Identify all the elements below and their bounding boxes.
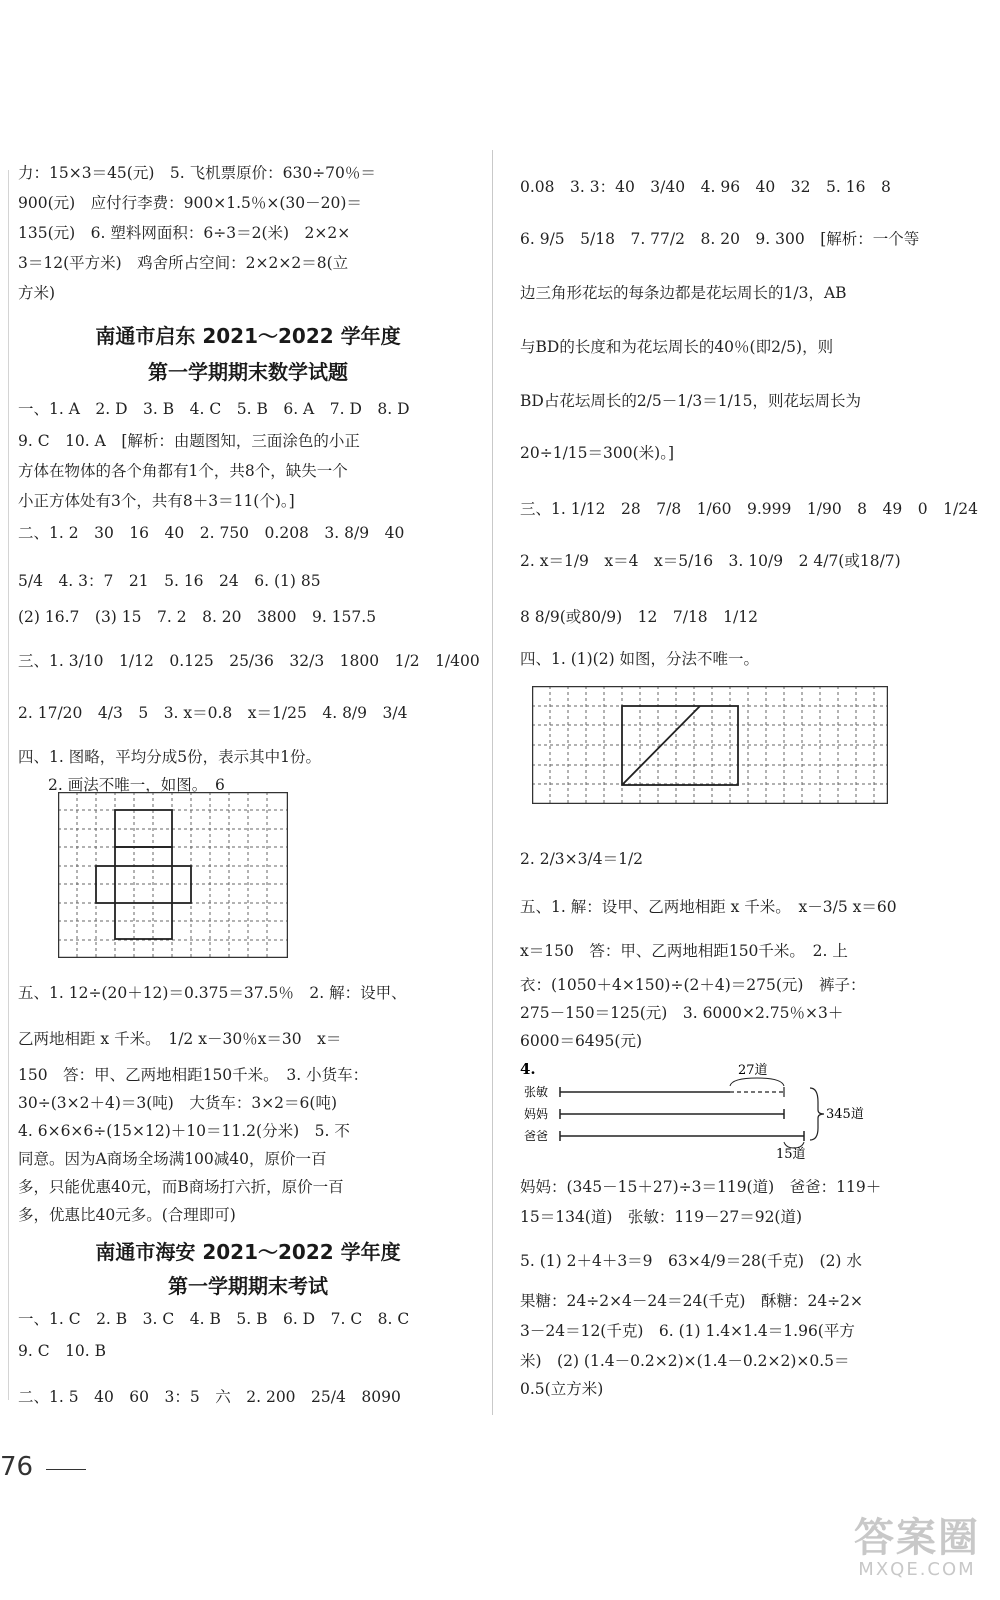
note-15: 15道 (776, 1147, 806, 1160)
answer-line: 6000＝6495(元) (520, 1032, 642, 1050)
answer-line: 衣：(1050＋4×150)÷(2＋4)＝275(元) 裤子： (520, 976, 866, 994)
answer-line: 四、1. (1)(2) 如图，分法不唯一。 (520, 650, 760, 668)
answer-line: 二、1. 2 30 16 40 2. 750 0.208 3. 8/9 40 (18, 524, 405, 542)
line-segment-diagram (520, 1058, 880, 1160)
answer-line: 9. C 10. B (18, 1342, 107, 1360)
section-title: 南通市海安 2021～2022 学年度 (95, 1240, 401, 1264)
brace-27 (730, 1078, 784, 1086)
diagram-number: 4. (520, 1060, 536, 1078)
column-divider (492, 150, 493, 1415)
section-title: 第一学期期末数学试题 (148, 360, 348, 384)
answer-line: BD占花坛周长的2/5－1/3＝1/15，则花坛周长为 (520, 392, 862, 410)
answer-line: 方体在物体的各个角都有1个，共8个，缺失一个 (18, 462, 348, 480)
answer-line: 三、1. 1/12 28 7/8 1/60 9.999 1/90 8 49 0 1/24 (520, 500, 978, 518)
answer-line: (2) 16.7 (3) 15 7. 2 8. 20 3800 9. 157.5 (18, 608, 377, 626)
figure-rect-middle (115, 847, 172, 939)
answer-line: 2. 画法不唯一，如图。 6 (48, 776, 225, 794)
answer-line: 边三角形花坛的每条边都是花坛周长的1/3，AB (520, 284, 847, 302)
answer-line: 同意。因为A商场全场满100减40，原价一百 (18, 1150, 327, 1168)
watermark-url: MXQE.COM (858, 1559, 976, 1580)
answer-line: 900(元) 应付行李费：900×1.5％×(30－20)＝ (18, 194, 362, 212)
answer-line: 多，优惠比40元多。(合理即可) (18, 1206, 236, 1224)
answer-line: 275－150＝125(元) 3. 6000×2.75％×3＋ (520, 1004, 844, 1022)
answer-line: 一、1. A 2. D 3. B 4. C 5. B 6. A 7. D 8. D (18, 400, 410, 418)
brace-total (810, 1088, 824, 1140)
answer-line: 五、1. 解：设甲、乙两地相距 x 千米。 x－3/5 x＝60 (520, 898, 897, 916)
note-27: 27道 (738, 1063, 768, 1078)
answer-line: x＝150 答：甲、乙两地相距150千米。 2. 上 (520, 942, 848, 960)
answer-line: 3－24＝12(千克) 6. (1) 1.4×1.4＝1.96(平方 (520, 1322, 855, 1340)
answer-line: 方米) (18, 284, 56, 302)
answer-line: 15＝134(道) 张敏：119－27＝92(道) (520, 1208, 803, 1226)
answer-line: 3＝12(平方米) 鸡舍所占空间：2×2×2＝8(立 (18, 254, 349, 272)
answer-line: 力：15×3＝45(元) 5. 飞机票原价：630÷70％＝ (18, 164, 376, 182)
section-title: 第一学期期末考试 (168, 1274, 328, 1298)
answer-line: 20÷1/15＝300(米)。] (520, 444, 674, 462)
answer-line: 2. 17/20 4/3 5 3. x＝0.8 x＝1/25 4. 8/9 3/4 (18, 704, 408, 722)
answer-line: 9. C 10. A [解析：由题图知，三面涂色的小正 (18, 432, 360, 450)
answer-line: 4. 6×6×6÷(15×12)＋10＝11.2(分米) 5. 不 (18, 1122, 350, 1140)
section-title: 南通市启东 2021～2022 学年度 (95, 324, 401, 348)
answer-line: 2. x＝1/9 x＝4 x＝5/16 3. 10/9 2 4/7(或18/7) (520, 552, 901, 570)
answer-line: 二、1. 5 40 60 3：5 六 2. 200 25/4 8090 (18, 1388, 401, 1406)
watermark-text: 答案圈 (854, 1515, 980, 1561)
answer-line: 5/4 4. 3：7 21 5. 16 24 6. (1) 85 (18, 572, 321, 590)
answer-line: 多，只能优惠40元，而B商场打六折，原价一百 (18, 1178, 344, 1196)
page-number-rule (46, 1469, 86, 1470)
answer-line: 0.08 3. 3：40 3/40 4. 96 40 32 5. 16 8 (520, 178, 891, 196)
answer-line: 五、1. 12÷(20＋12)＝0.375＝37.5％ 2. 解：设甲、 (18, 984, 407, 1002)
grid-border (59, 793, 288, 958)
grid-figure-right (532, 686, 888, 804)
label-zhangmin: 张敏 (524, 1085, 549, 1099)
answer-line: 小正方体处有3个，共有8＋3＝11(个)。] (18, 492, 295, 510)
answer-line: 果糖：24÷2×4－24＝24(千克) 酥糖：24÷2× (520, 1292, 864, 1310)
page-number: 76 (0, 1452, 34, 1482)
note-345: 345道 (826, 1107, 864, 1122)
answer-line: 一、1. C 2. B 3. C 4. B 5. B 6. D 7. C 8. C (18, 1310, 410, 1328)
answer-line: 米) (2) (1.4－0.2×2)×(1.4－0.2×2)×0.5＝ (520, 1352, 850, 1370)
answer-line: 0.5(立方米) (520, 1380, 604, 1398)
answer-line: 与BD的长度和为花坛周长的40％(即2/5)，则 (520, 338, 834, 356)
answer-line: 四、1. 图略，平均分成5份，表示其中1份。 (18, 748, 321, 766)
answer-line: 三、1. 3/10 1/12 0.125 25/36 32/3 1800 1/2 1/400 (18, 652, 480, 670)
answer-line: 8 8/9(或80/9) 12 7/18 1/12 (520, 608, 758, 626)
answer-line: 5. (1) 2＋4＋3＝9 63×4/9＝28(千克) (2) 水 (520, 1252, 862, 1270)
answer-line: 30÷(3×2＋4)＝3(吨) 大货车：3×2＝6(吨) (18, 1094, 337, 1112)
label-mama: 妈妈 (524, 1107, 549, 1121)
answer-line: 150 答：甲、乙两地相距150千米。 3. 小货车： (18, 1066, 369, 1084)
grid-lines (532, 686, 888, 804)
grid-figure-left (58, 792, 288, 958)
watermark-logo (854, 1506, 980, 1580)
answer-line: 135(元) 6. 塑料网面积：6÷3＝2(米) 2×2× (18, 224, 351, 242)
answer-line: 乙两地相距 x 千米。 1/2 x－30％x＝30 x＝ (18, 1030, 342, 1048)
grid-lines (58, 792, 288, 958)
answer-line: 2. 2/3×3/4＝1/2 (520, 850, 644, 868)
answer-line: 6. 9/5 5/18 7. 77/2 8. 20 9. 300 [解析：一个等 (520, 230, 920, 248)
label-baba: 爸爸 (524, 1129, 549, 1143)
left-margin-rule (8, 170, 9, 1400)
answer-line: 妈妈：(345－15＋27)÷3＝119(道) 爸爸：119＋ (520, 1178, 882, 1196)
